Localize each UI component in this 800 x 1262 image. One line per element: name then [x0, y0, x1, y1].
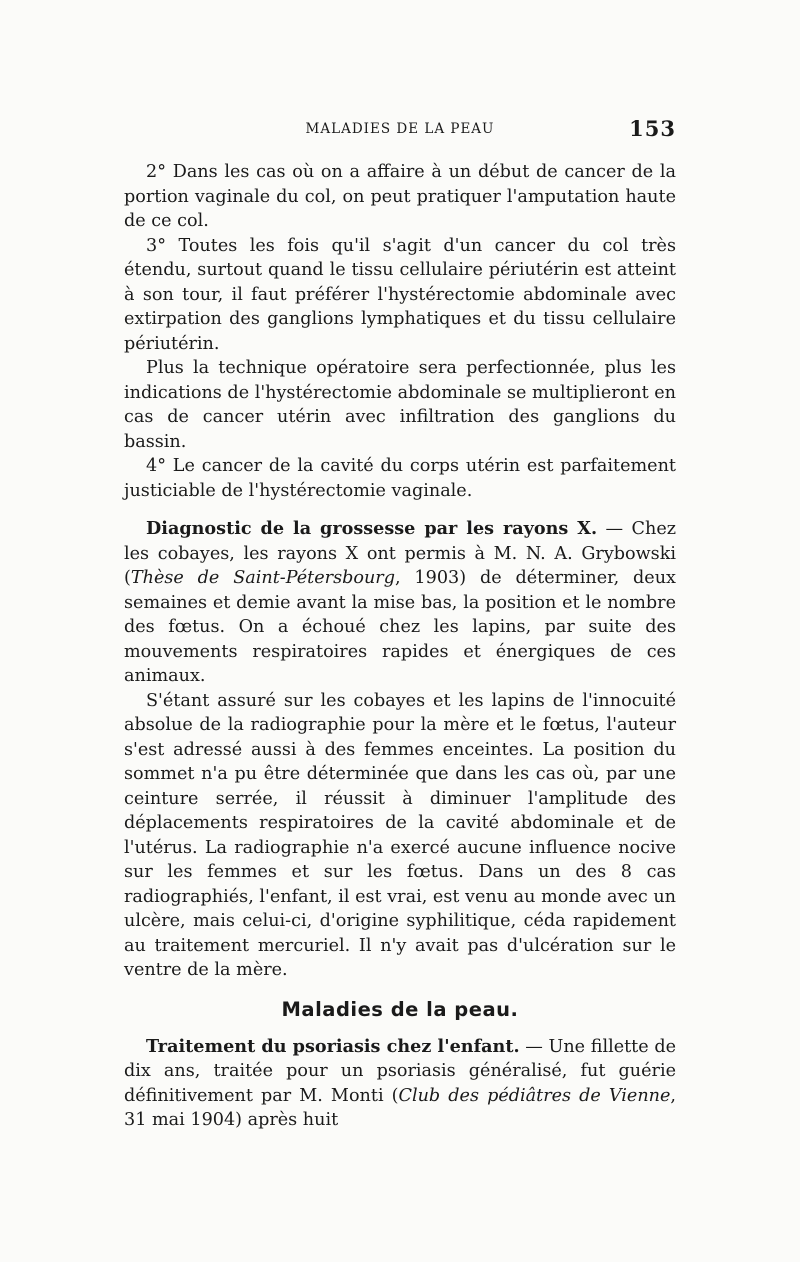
running-head: [124, 116, 676, 144]
paragraph-uterine-cancer: 4° Le cancer de la cavité du corps utérin est parfaitement justiciable de l'hystérectomie vaginale.: [124, 456, 676, 501]
section-heading: Maladies de la peau.: [281, 997, 519, 1021]
paragraph-hysterectomy: 3° Toutes les fois qu'il s'agit d'un cancer du col très étendu, surtout quand le tissu cellulaire périutérin est atteint à son tour, il faut préférer l'hystérectomie abdominale avec extirpation des ganglions lymphatiques et du tissu cellulaire périutérin.: [124, 235, 676, 354]
psoriasis-title: Traitement du psoriasis chez l'enfant.: [146, 1035, 520, 1057]
diagnostic-text-b: , 1903) de déterminer, deux semaines et demie avant la mise bas, la position et le nombre des fœtus. On a échoué chez les lapins, par suite des mouvements respiratoires rapides et énergiques de ces animaux.: [124, 568, 676, 686]
page-number: 153: [629, 116, 676, 141]
diagnostic-text-a: — Chez les cobayes, les rayons X ont permis à M. N. A. Grybowski (: [124, 519, 677, 588]
running-title: MALADIES DE LA PEAU: [305, 121, 495, 137]
paragraph-radiography: S'étant assuré sur les cobayes et les lapins de l'innocuité absolue de la radiographie pour la mère et le fœtus, l'auteur s'est adressé aussi à des femmes enceintes. La position du sommet n'a pu être déterminée que dans les cas où, par une ceinture serrée, il réussit à diminuer l'amplitude des déplacements respiratoires de la cavité abdominale et de l'utérus. La radiographie n'a exercé aucune influence nocive sur les femmes et sur les fœtus. Dans un des 8 cas radiographiés, l'enfant, il est vrai, est venu au monde avec un ulcère, mais celui-ci, d'origine syphilitique, céda rapidement au traitement mercuriel. Il n'y avait pas d'ulcération sur le ventre de la mère.: [124, 690, 676, 980]
diagnostic-citation: Thèse de Saint-Pétersbourg: [130, 568, 395, 588]
psoriasis-text-a: — Une fillette de dix ans, traitée pour un psoriasis généralisé, fut guérie définitivement par M. Monti (: [124, 1036, 676, 1106]
psoriasis-text-b: , 31 mai 1904) après huit: [124, 1085, 676, 1130]
psoriasis-citation: Club des pédiâtres de Vienne: [398, 1085, 671, 1106]
paragraph-amputation: 2° Dans les cas où on a affaire à un début de cancer de la portion vaginale du col, on peut pratiquer l'amputation haute de ce col.: [124, 162, 676, 231]
paragraph-technique: Plus la technique opératoire sera perfectionnée, plus les indications de l'hystérectomie abdominale se multiplieront en cas de cancer utérin avec infiltration des ganglions du bassin.: [124, 358, 677, 452]
paragraph-psoriasis: [124, 1035, 676, 1133]
book-page: [124, 116, 676, 1133]
paragraph-diagnostic: [124, 517, 676, 689]
diagnostic-title: Diagnostic de la grossesse par les rayons X.: [146, 518, 598, 539]
body-text: [124, 160, 676, 1133]
